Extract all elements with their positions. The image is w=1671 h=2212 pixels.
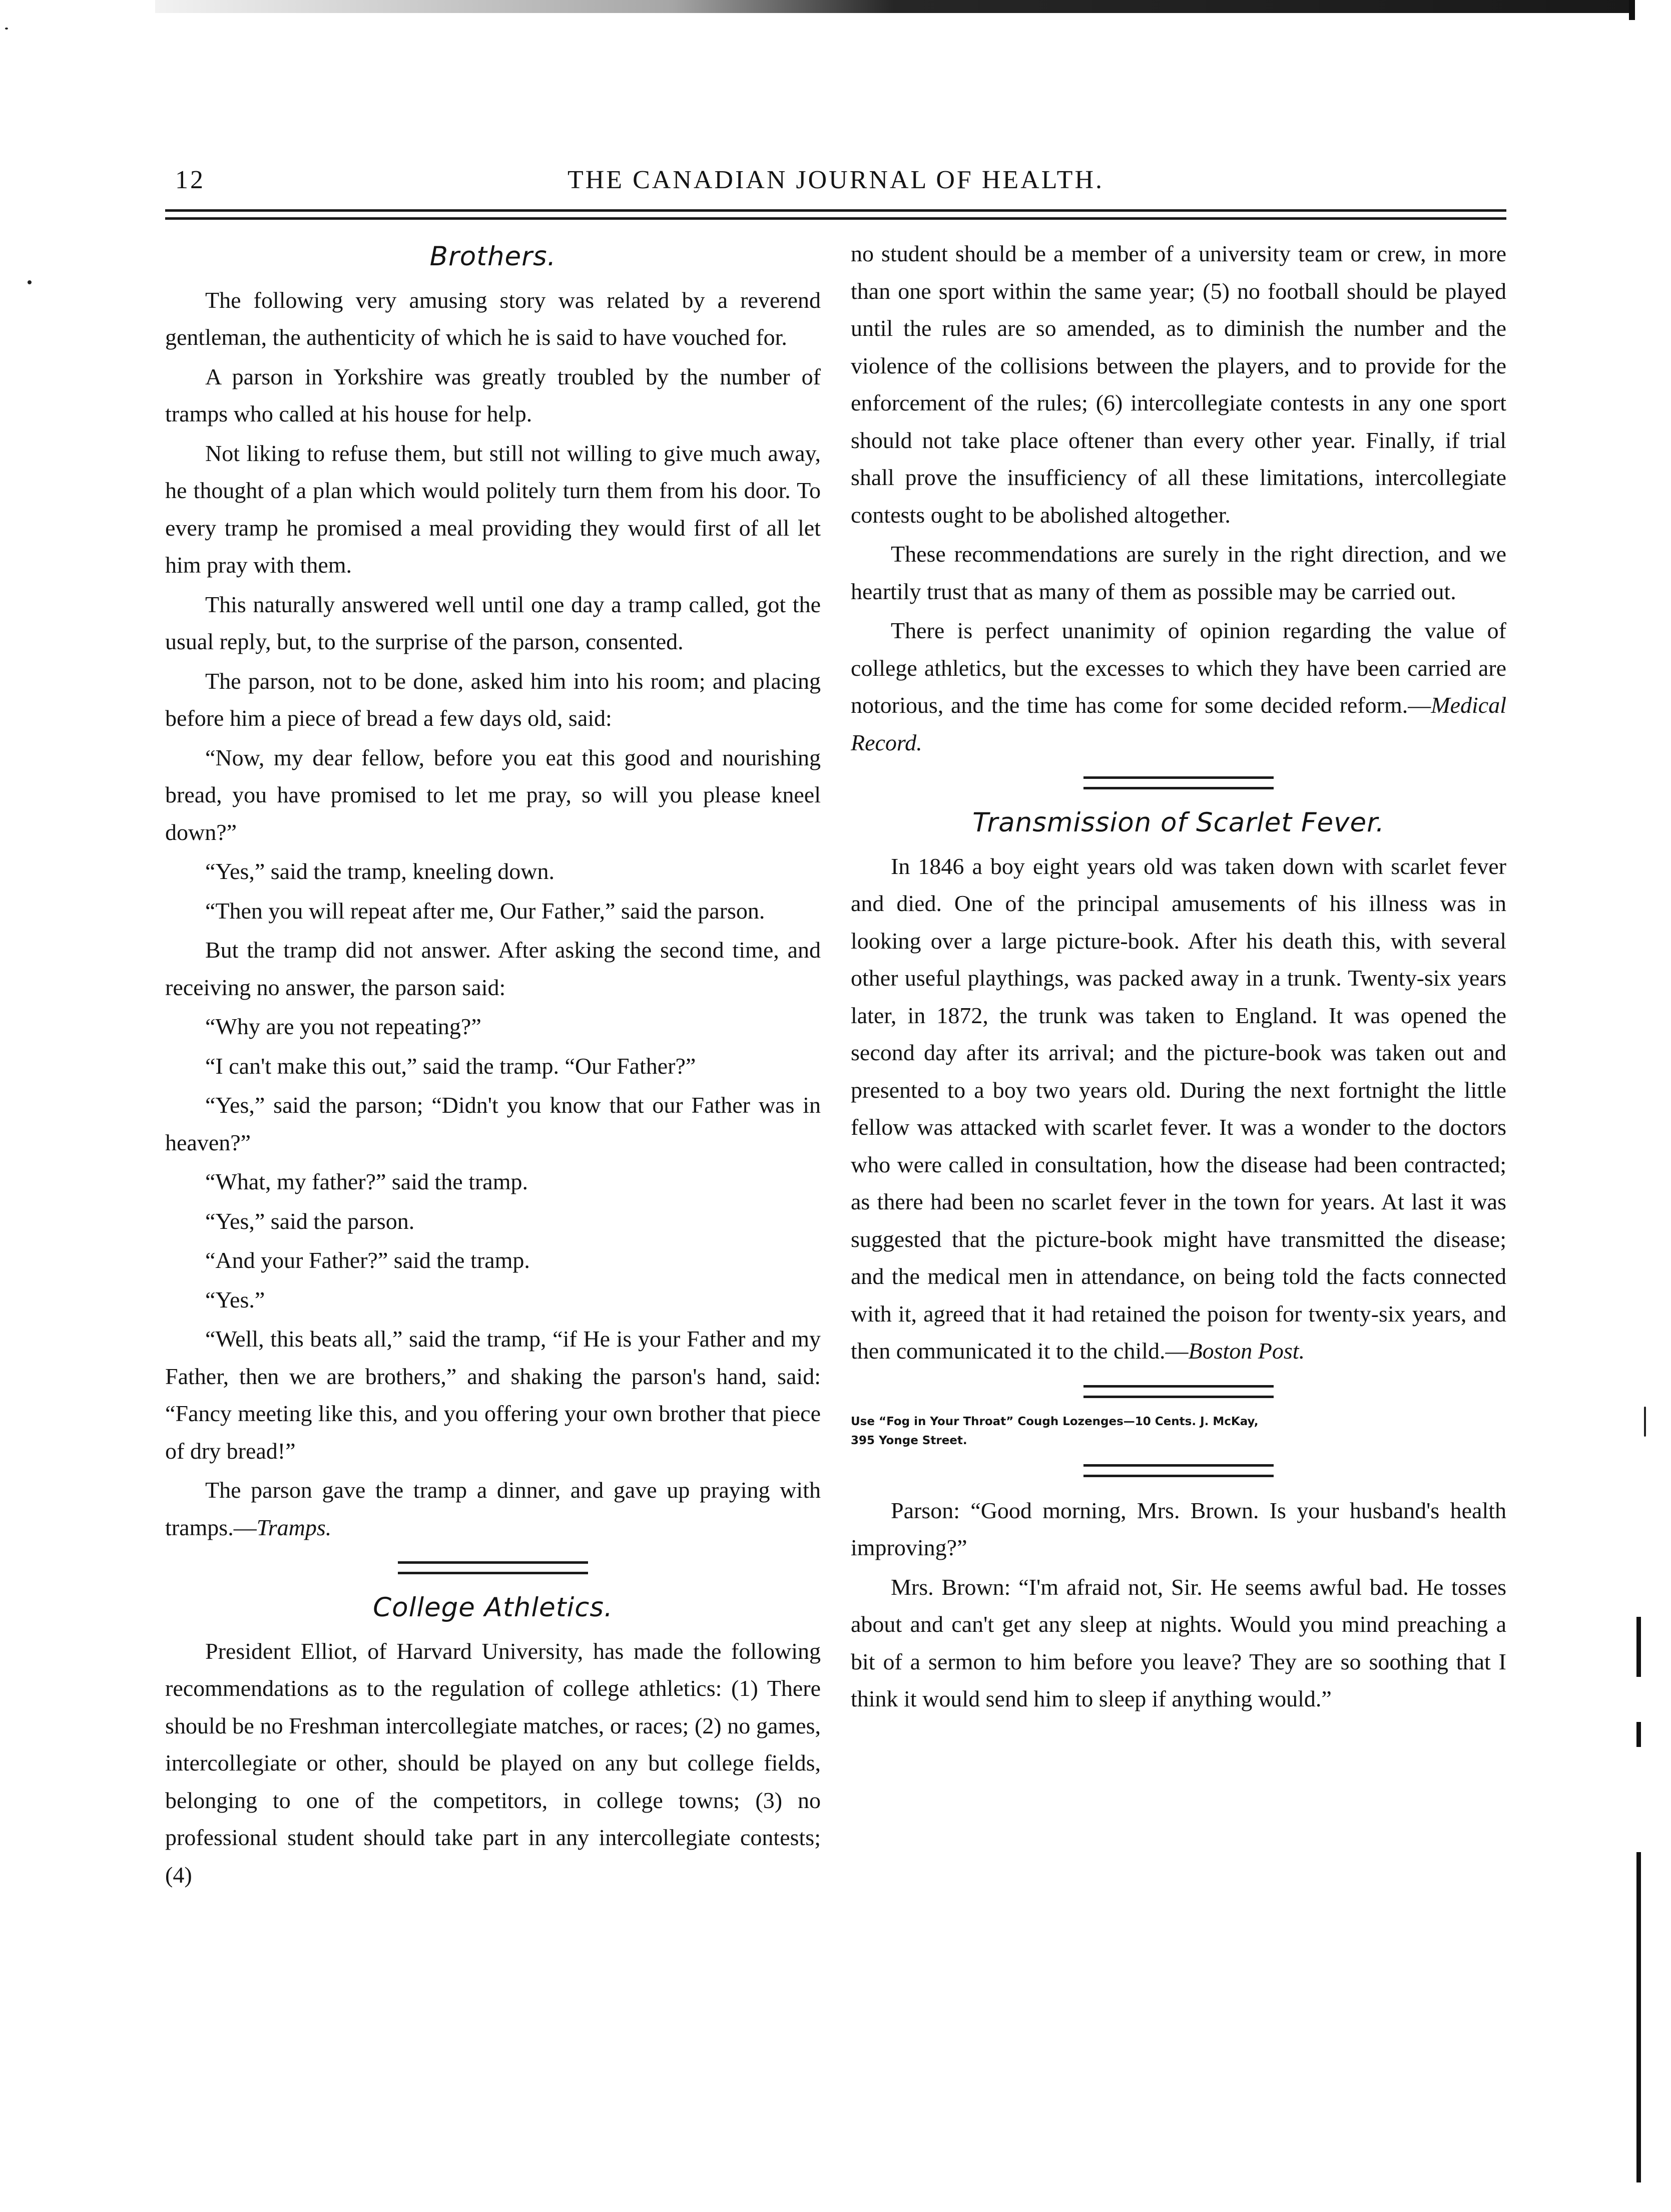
section-divider (398, 1561, 588, 1574)
brothers-paragraph: “Yes,” said the parson. (205, 1208, 415, 1234)
section-divider (1083, 1385, 1274, 1398)
brothers-paragraph: “Yes,” said the parson; “Didn't you know that our Father was in heaven?” (165, 1092, 821, 1155)
brothers-paragraph: “And your Father?” said the tramp. (205, 1247, 530, 1273)
college-athletics-paragraph-continued: no student should be a member of a university team or crew, in more than one sport within the same year; (5) no football should be played until the rules are so amended, as to diminish the number and the violence of the collisions between the players, and to provide for the enforcement of the rules; (6) intercollegiate contests in any one sport should not take place oftener than every other year. Finally, if trial shall prove the insufficiency of all these limitations, intercollegiate contests ought to be abolished altogether. (851, 241, 1506, 528)
brothers-paragraph: But the tramp did not answer. After asking the second time, and receiving no answer, the parson said: (165, 937, 821, 1000)
scan-speck (28, 280, 32, 284)
section-divider (1083, 776, 1274, 789)
brothers-paragraph: “Well, this beats all,” said the tramp, “if He is your Father and my Father, then we are brothers,” and shaking the parson's hand, said: “Fancy meeting like this, and you offering your own brother that piece of dry bread!” (165, 1326, 821, 1464)
binding-edge-mark (1636, 1617, 1641, 1677)
running-title: THE CANADIAN JOURNAL OF HEALTH. (567, 166, 1104, 194)
brothers-paragraph: This naturally answered well until one day a tramp called, got the usual reply, but, to the surprise of the parson, consented. (165, 591, 821, 654)
binding-edge-mark (1636, 1722, 1641, 1747)
brothers-closing (165, 1472, 821, 1546)
header-rule-bottom (165, 217, 1506, 220)
right-column (851, 235, 1506, 1720)
brothers-paragraph: “I can't make this out,” said the tramp. “Our Father?” (205, 1053, 696, 1079)
college-athletics-paragraph: President Elliot, of Harvard University, has made the following recommendations as to the regulation of college athletics: (1) There should be no Freshman intercollegiate matches, or races; (2) no games, intercollegiate or other, should be played on any but college fields, belonging to one of the competitors, in college towns; (3) no professional student should take part in any intercollegiate contests; (4) (165, 1638, 821, 1888)
brothers-paragraph: “Now, my dear fellow, before you eat this good and nourishing bread, you have promised to let me pray, so will you please kneel down?” (165, 744, 821, 845)
brothers-closing-text: The parson gave the tramp a dinner, and gave up praying with tramps.— (165, 1477, 821, 1540)
scan-speck (5, 28, 8, 30)
brothers-paragraph: The parson, not to be done, asked him into his room; and placing before him a piece of bread a few days old, said: (165, 668, 821, 731)
brothers-paragraph: “Then you will repeat after me, Our Father,” said the parson. (205, 898, 765, 924)
section-divider (1083, 1464, 1274, 1477)
scarlet-fever-text: In 1846 a boy eight years old was taken down with scarlet fever and died. One of the principal amusements of his illness was in looking over a large picture-book. After his death this, with several other useful playthings, was packed away in a trunk. Twenty-six years later, in 1872, the trunk was taken to England. It was opened the second day after its arrival; and the picture-book was taken out and presented to a boy two years old. During the next fortnight the little fellow was attacked with scarlet fever. It was a wonder to the doctors who were called in consultation, how the disease had been contracted; as there had been no scarlet fever in the town for years. At last it was suggested that the picture-book might have transmitted the disease; and the medical men in attendance, on being told the facts connected with it, agreed that it had retained the poison for twenty-six years, and then communicated it to the child.— (851, 853, 1506, 1364)
brothers-paragraph: The following very amusing story was related by a reverend gentleman, the authenticity of which he is said to have vouched for. (165, 287, 821, 350)
brothers-source: Tramps. (256, 1514, 332, 1540)
college-athletics-paragraph (851, 612, 1506, 761)
scan-corner-mark (1629, 0, 1635, 20)
college-athletics-paragraph: These recommendations are surely in the right direction, and we heartily trust that as many of them as possible may be carried out. (851, 541, 1506, 604)
brothers-paragraph: “Yes,” said the tramp, kneeling down. (205, 858, 554, 884)
brothers-heading: Brothers. (429, 241, 556, 272)
brothers-paragraph: “Why are you not repeating?” (205, 1014, 481, 1039)
college-athletics-source: Medical Record. (851, 692, 1506, 755)
header-rule-top (165, 209, 1506, 212)
brothers-paragraph: “Yes.” (205, 1286, 265, 1312)
page-number: 12 (175, 166, 205, 194)
brothers-paragraph: “What, my father?” said the tramp. (205, 1169, 528, 1194)
scan-speck (1644, 1407, 1646, 1437)
brothers-paragraph: Not liking to refuse them, but still not willing to give much away, he thought of a plan which would politely turn them from his door. To every tramp he promised a meal providing they would first of all let him pray with them. (165, 440, 821, 578)
parson-anecdote-paragraph: Parson: “Good morning, Mrs. Brown. Is your husband's health improving?” (851, 1497, 1506, 1560)
scan-top-edge (155, 0, 1631, 13)
parson-anecdote-paragraph: Mrs. Brown: “I'm afraid not, Sir. He seems awful bad. He tosses about and can't get any sleep at nights. Would you mind preaching a bit of a sermon to him before you leave? They are so soothing that I think it would send him to sleep if anything would.” (851, 1574, 1506, 1711)
scarlet-fever-paragraph (851, 848, 1506, 1370)
scarlet-fever-heading: Transmission of Scarlet Fever. (972, 807, 1385, 838)
advertisement-line: 395 Yonge Street. (851, 1434, 967, 1447)
brothers-paragraph: A parson in Yorkshire was greatly troubled by the number of tramps who called at his house for help. (165, 363, 821, 426)
college-athletics-closing-text: There is perfect unanimity of opinion regarding the value of college athletics, but the excesses to which they have been carried are notorious, and the time has come for some decided reform.— (851, 618, 1506, 718)
page-header (165, 165, 1506, 200)
binding-edge-mark (1636, 1852, 1641, 2182)
left-column (165, 235, 821, 1896)
advertisement-line: Use “Fog in Your Throat” Cough Lozenges—10 Cents. J. McKay, (851, 1415, 1259, 1428)
scarlet-fever-source: Boston Post. (1188, 1338, 1305, 1364)
college-athletics-heading: College Athletics. (373, 1592, 613, 1623)
